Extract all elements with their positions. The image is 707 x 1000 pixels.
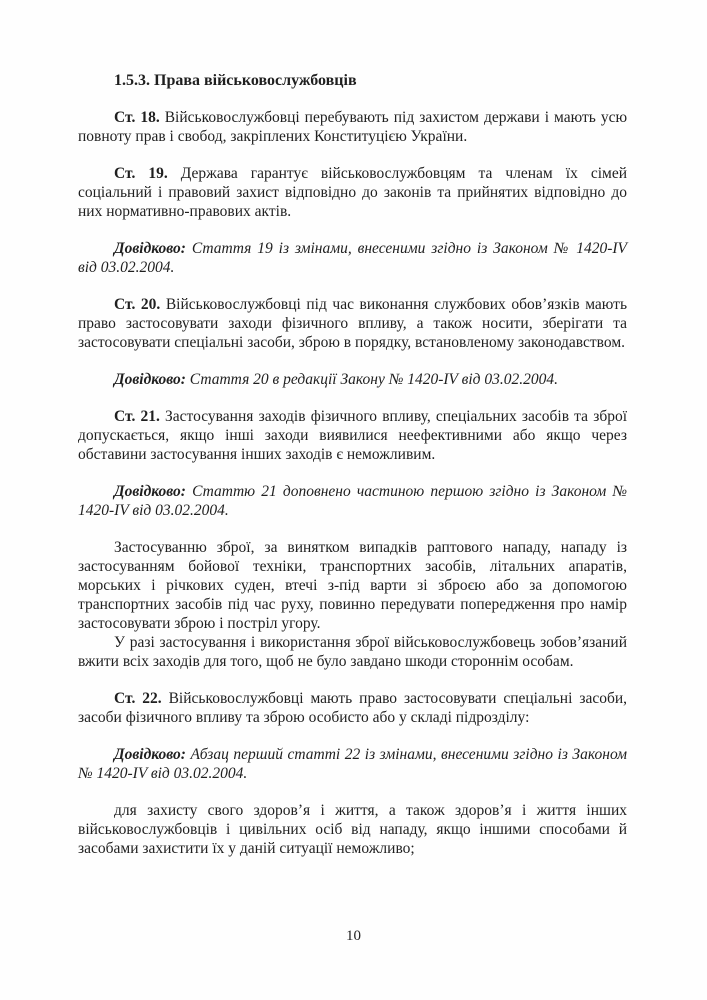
article-number-20: Ст. 20. [114, 296, 161, 313]
note-label: Довідково: [114, 483, 186, 500]
note-text: Статтю 21 доповнено частиною першою згідно із Законом № 1420-IV від 03.02.2004. [78, 483, 628, 519]
section-heading: 1.5.3. Права військовослужбовців [114, 72, 357, 89]
note-label: Довідково: [114, 240, 186, 257]
note-article-21 [78, 482, 627, 520]
article-number-21: Ст. 21. [114, 408, 160, 425]
note-label: Довідково: [114, 746, 186, 763]
note-text: Абзац перший статті 22 із змінами, внесеними згідно із Законом № 1420-IV від 03.02.2004. [78, 746, 628, 782]
note-article-19 [78, 239, 627, 277]
article-text-18: Військовослужбовці перебувають під захистом держави і мають усю повноту прав і свобод, закріплених Конституцією України. [78, 109, 628, 145]
paragraph-weapon-warning: Застосуванню зброї, за винятком випадків раптового нападу, нападу із застосуванням бойової техніки, транспортних засобів, літальних апаратів, морських і річкових суден, втечі з-під варти зі зброєю або за допомогою транспортних засобів під час руху, повинно передувати попередження про намір застосовувати зброю і постріл угору. [78, 539, 627, 632]
article-text-19: Держава гарантує військовослужбовцям та членам їх сімей соціальний і правовий захист відповідно до законів та прийнятих відповідно до них нормативно-правових актів. [78, 165, 628, 220]
paragraph-self-defense-clause: для захисту свого здоров’я і життя, а також здоров’я і життя інших військовослужбовців і цивільних осіб від нападу, якщо іншими способами й засобами захистити їх у даній ситуації неможливо; [78, 802, 627, 857]
paragraph-article-20 [78, 295, 627, 352]
paragraph-article-21 [78, 407, 627, 464]
paragraph-article-22 [78, 689, 627, 727]
article-number-19: Ст. 19. [114, 165, 168, 182]
paragraph-article-18 [78, 108, 627, 146]
paragraph-weapon-care: У разі застосування і використання зброї військовослужбовець зобов’язаний вжити всіх заходів для того, щоб не було завдано шкоди стороннім особам. [78, 634, 627, 670]
note-label: Довідково: [114, 371, 186, 388]
article-number-22: Ст. 22. [114, 690, 162, 707]
article-text-22: Військовослужбовці мають право застосовувати спеціальні засоби, засоби фізичного впливу та зброю особисто або у складі підрозділу: [78, 690, 628, 726]
paragraph-article-19 [78, 164, 627, 221]
article-text-21: Застосування заходів фізичного впливу, спеціальних засобів та зброї допускається, якщо інші заходи виявилися неефективними або якщо через обставини застосування інших заходів є неможливим. [78, 408, 628, 463]
article-number-18: Ст. 18. [114, 109, 160, 126]
page-number: 10 [346, 928, 361, 944]
note-article-22 [78, 745, 627, 783]
note-article-20 [78, 370, 627, 389]
article-text-20: Військовослужбовці під час виконання службових обов’язків мають право застосовувати заходи фізичного впливу, а також носити, зберігати та застосовувати спеціальні засоби, зброю в порядку, встановленому законодавством. [78, 296, 628, 351]
note-text: Стаття 19 із змінами, внесеними згідно із Законом № 1420-IV від 03.02.2004. [78, 240, 628, 276]
document-body [78, 71, 627, 858]
note-text: Стаття 20 в редакції Закону № 1420-IV від 03.02.2004. [189, 371, 558, 388]
